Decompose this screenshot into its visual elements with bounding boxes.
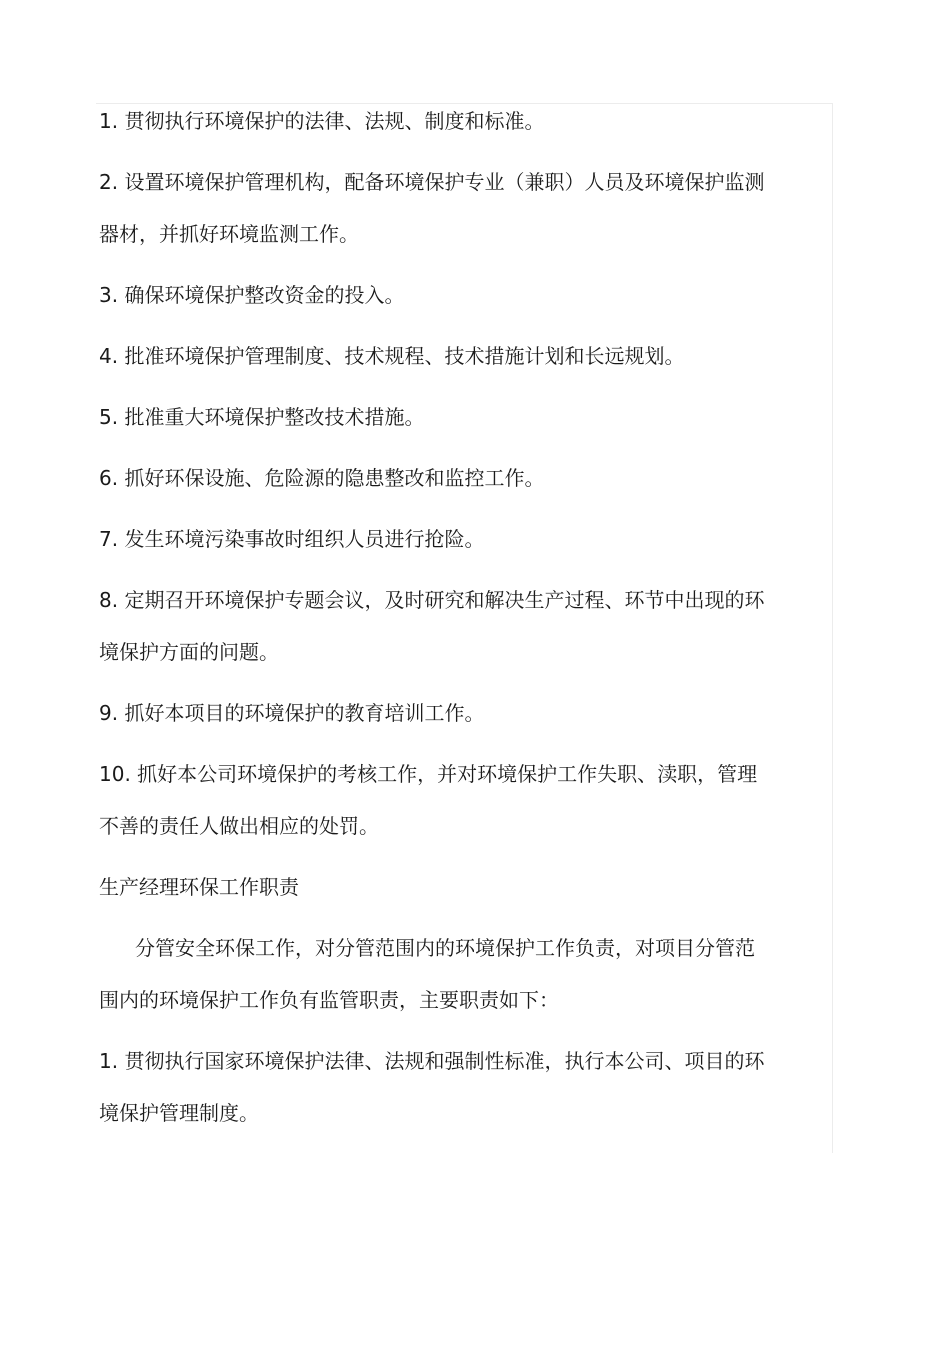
text-line: 7. 发生环境污染事故时组织人员进行抢险。 [99,527,485,551]
list-item-5 [99,404,799,430]
text-line: 10. 抓好本公司环境保护的考核工作，并对环境保护工作失职、渎职，管理 [99,762,758,786]
list-item-10 [99,761,799,839]
text-line: 6. 抓好环保设施、危险源的隐患整改和监控工作。 [99,466,545,490]
text-line: 不善的责任人做出相应的处罚。 [99,814,379,838]
text-line: 9. 抓好本项目的环境保护的教育培训工作。 [99,701,485,725]
list-item-1 [99,1048,799,1126]
text-line: 围内的环境保护工作负有监管职责，主要职责如下： [99,988,559,1012]
text-line: 3. 确保环境保护整改资金的投入。 [99,283,405,307]
section-heading [99,874,799,900]
list-item-4 [99,343,799,369]
text-line: 8. 定期召开环境保护专题会议，及时研究和解决生产过程、环节中出现的环 [99,588,765,612]
text-line: 1. 贯彻执行国家环境保护法律、法规和强制性标准，执行本公司、项目的环 [99,1049,765,1073]
text-line: 2. 设置环境保护管理机构，配备环境保护专业（兼职）人员及环境保护监测 [99,170,765,194]
text-line: 1. 贯彻执行环境保护的法律、法规、制度和标准。 [99,109,545,133]
list-item-2 [99,169,799,247]
intro-paragraph [99,935,799,1013]
list-item-8 [99,587,799,665]
text-line: 器材，并抓好环境监测工作。 [99,222,359,246]
text-line: 5. 批准重大环境保护整改技术措施。 [99,405,425,429]
text-line: 境保护管理制度。 [99,1101,259,1125]
text-line: 分管安全环保工作，对分管范围内的环境保护工作负责，对项目分管范 [135,936,755,960]
list-item-6 [99,465,799,491]
heading-text: 生产经理环保工作职责 [99,875,299,899]
list-item-1 [99,108,799,134]
text-line: 境保护方面的问题。 [99,640,279,664]
list-item-3 [99,282,799,308]
text-line: 4. 批准环境保护管理制度、技术规程、技术措施计划和长远规划。 [99,344,685,368]
list-item-9 [99,700,799,726]
document-body [99,108,799,1161]
list-item-7 [99,526,799,552]
page-frame-top-border [96,103,832,104]
page-frame-right-border [832,103,833,1153]
